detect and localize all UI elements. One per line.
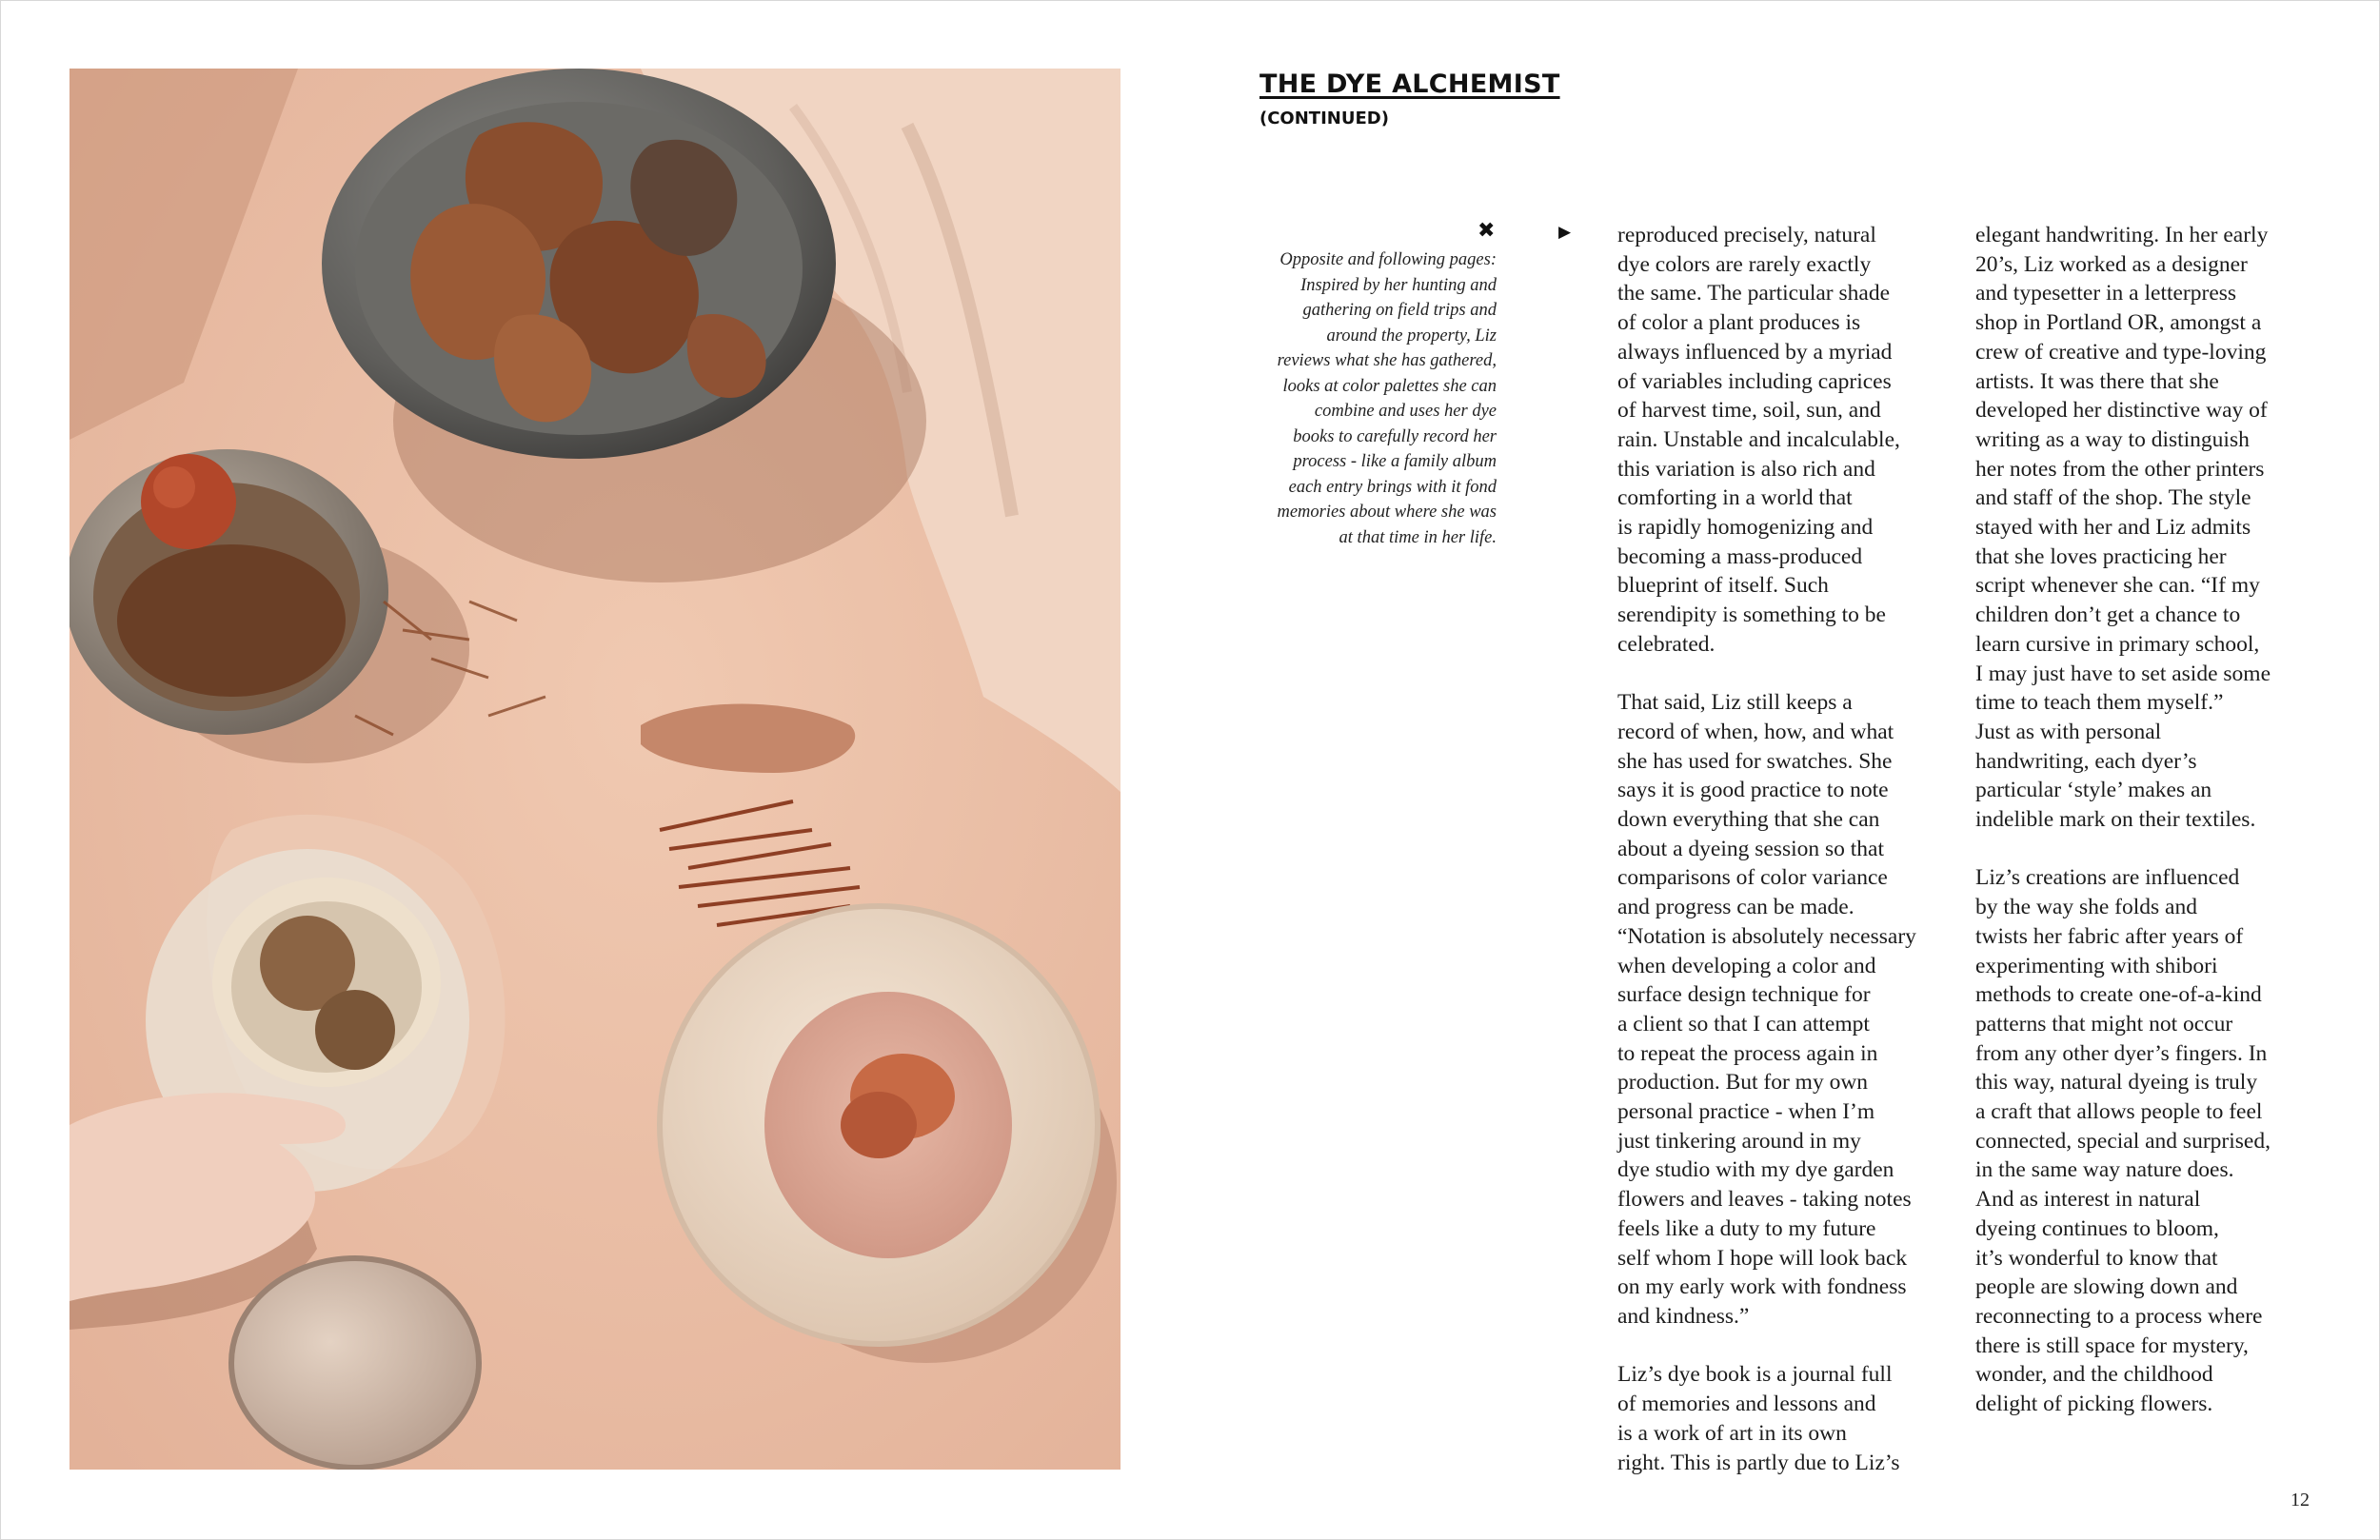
body-column-1 xyxy=(1617,221,1960,1477)
chestnut-burr xyxy=(315,990,395,1070)
photo-caption: Opposite and following pages: Inspired by her hunting and gathering on field trips and around the property, Liz reviews what she has gathered, looks at color palettes she can combine and uses her dye books to carefully record her process - like a family album each entry brings with it fond memories about where she was at that time in her life. xyxy=(1277,250,1497,547)
body-paragraph: That said, Liz still keeps a record of when, how, and what she has used for swatches. She says it is good practice to note down everything that she can about a dyeing session so that comparisons of color variance and progress can be made. “Notation is absolutely necessary when developing a color and surface design technique for a client so that I can attempt to repeat the process again in production. But for my own personal practice - when I’m just tinkering around in my dye studio with my dye garden flowers and leaves - taking notes feels like a duty to my future self whom I hope will look back on my early work with fondness and kindness.” xyxy=(1617,690,1916,1329)
body-column-2 xyxy=(1975,221,2318,1419)
article-heading xyxy=(1259,69,1560,128)
article-subtitle: (CONTINUED) xyxy=(1259,109,1389,128)
triangle-right-icon: ▶ xyxy=(1558,223,1572,242)
article-title: THE DYE ALCHEMIST xyxy=(1259,69,1560,99)
pine-needles xyxy=(117,544,346,697)
body-paragraph: elegant handwriting. In her early 20’s, Liz worked as a designer and typesetter in a letterpress shop in Portland OR, amongst a crew of creative and type-loving artists. It was there that she developed her distinctive way of writing as a way to distinguish her notes from the other printers and staff of the shop. The style stayed with her and Liz admits that she loves practicing her script whenever she can. “If my children don’t get a chance to learn cursive in primary school, I may just have to set aside some time to teach them myself.” Just as with personal handwriting, each dyer’s particular ‘style’ makes an indelible mark on their textiles. xyxy=(1975,223,2271,833)
body-paragraph: reproduced precisely, natural dye colors are rarely exactly the same. The particular shade of color a plant produces is always influenced by a myriad of variables including caprices of harvest time, soil, sun, and rain. Unstable and incalculable, this variation is also rich and comforting in a world that is rapidly homogenizing and becoming a mass-produced blueprint of itself. Such serendipity is something to be celebrated. xyxy=(1617,223,1900,657)
body-paragraph: Liz’s dye book is a journal full of memories and lessons and is a work of art in its own right. This is partly due to Liz’s xyxy=(1617,1362,1900,1475)
body-paragraph: Liz’s creations are influenced by the way she folds and twists her fabric after years of experimenting with shibori methods to create one-of-a-kind patterns that might not occur from any other dyer’s fingers. In this way, natural dyeing is truly a craft that allows people to feel connected, special and surprised, in the same way nature does. And as interest in natural dyeing continues to bloom, it’s wonderful to know that people are slowing down and reconnecting to a process where there is still space for mystery, wonder, and the childhood delight of picking flowers. xyxy=(1975,865,2271,1417)
page-number: 12 xyxy=(2291,1490,2310,1510)
rust-yarn xyxy=(841,1092,917,1158)
article-photo xyxy=(69,69,1121,1470)
red-wool-ball-highlight xyxy=(153,466,195,508)
close-x-icon: ✖ xyxy=(1478,219,1496,243)
